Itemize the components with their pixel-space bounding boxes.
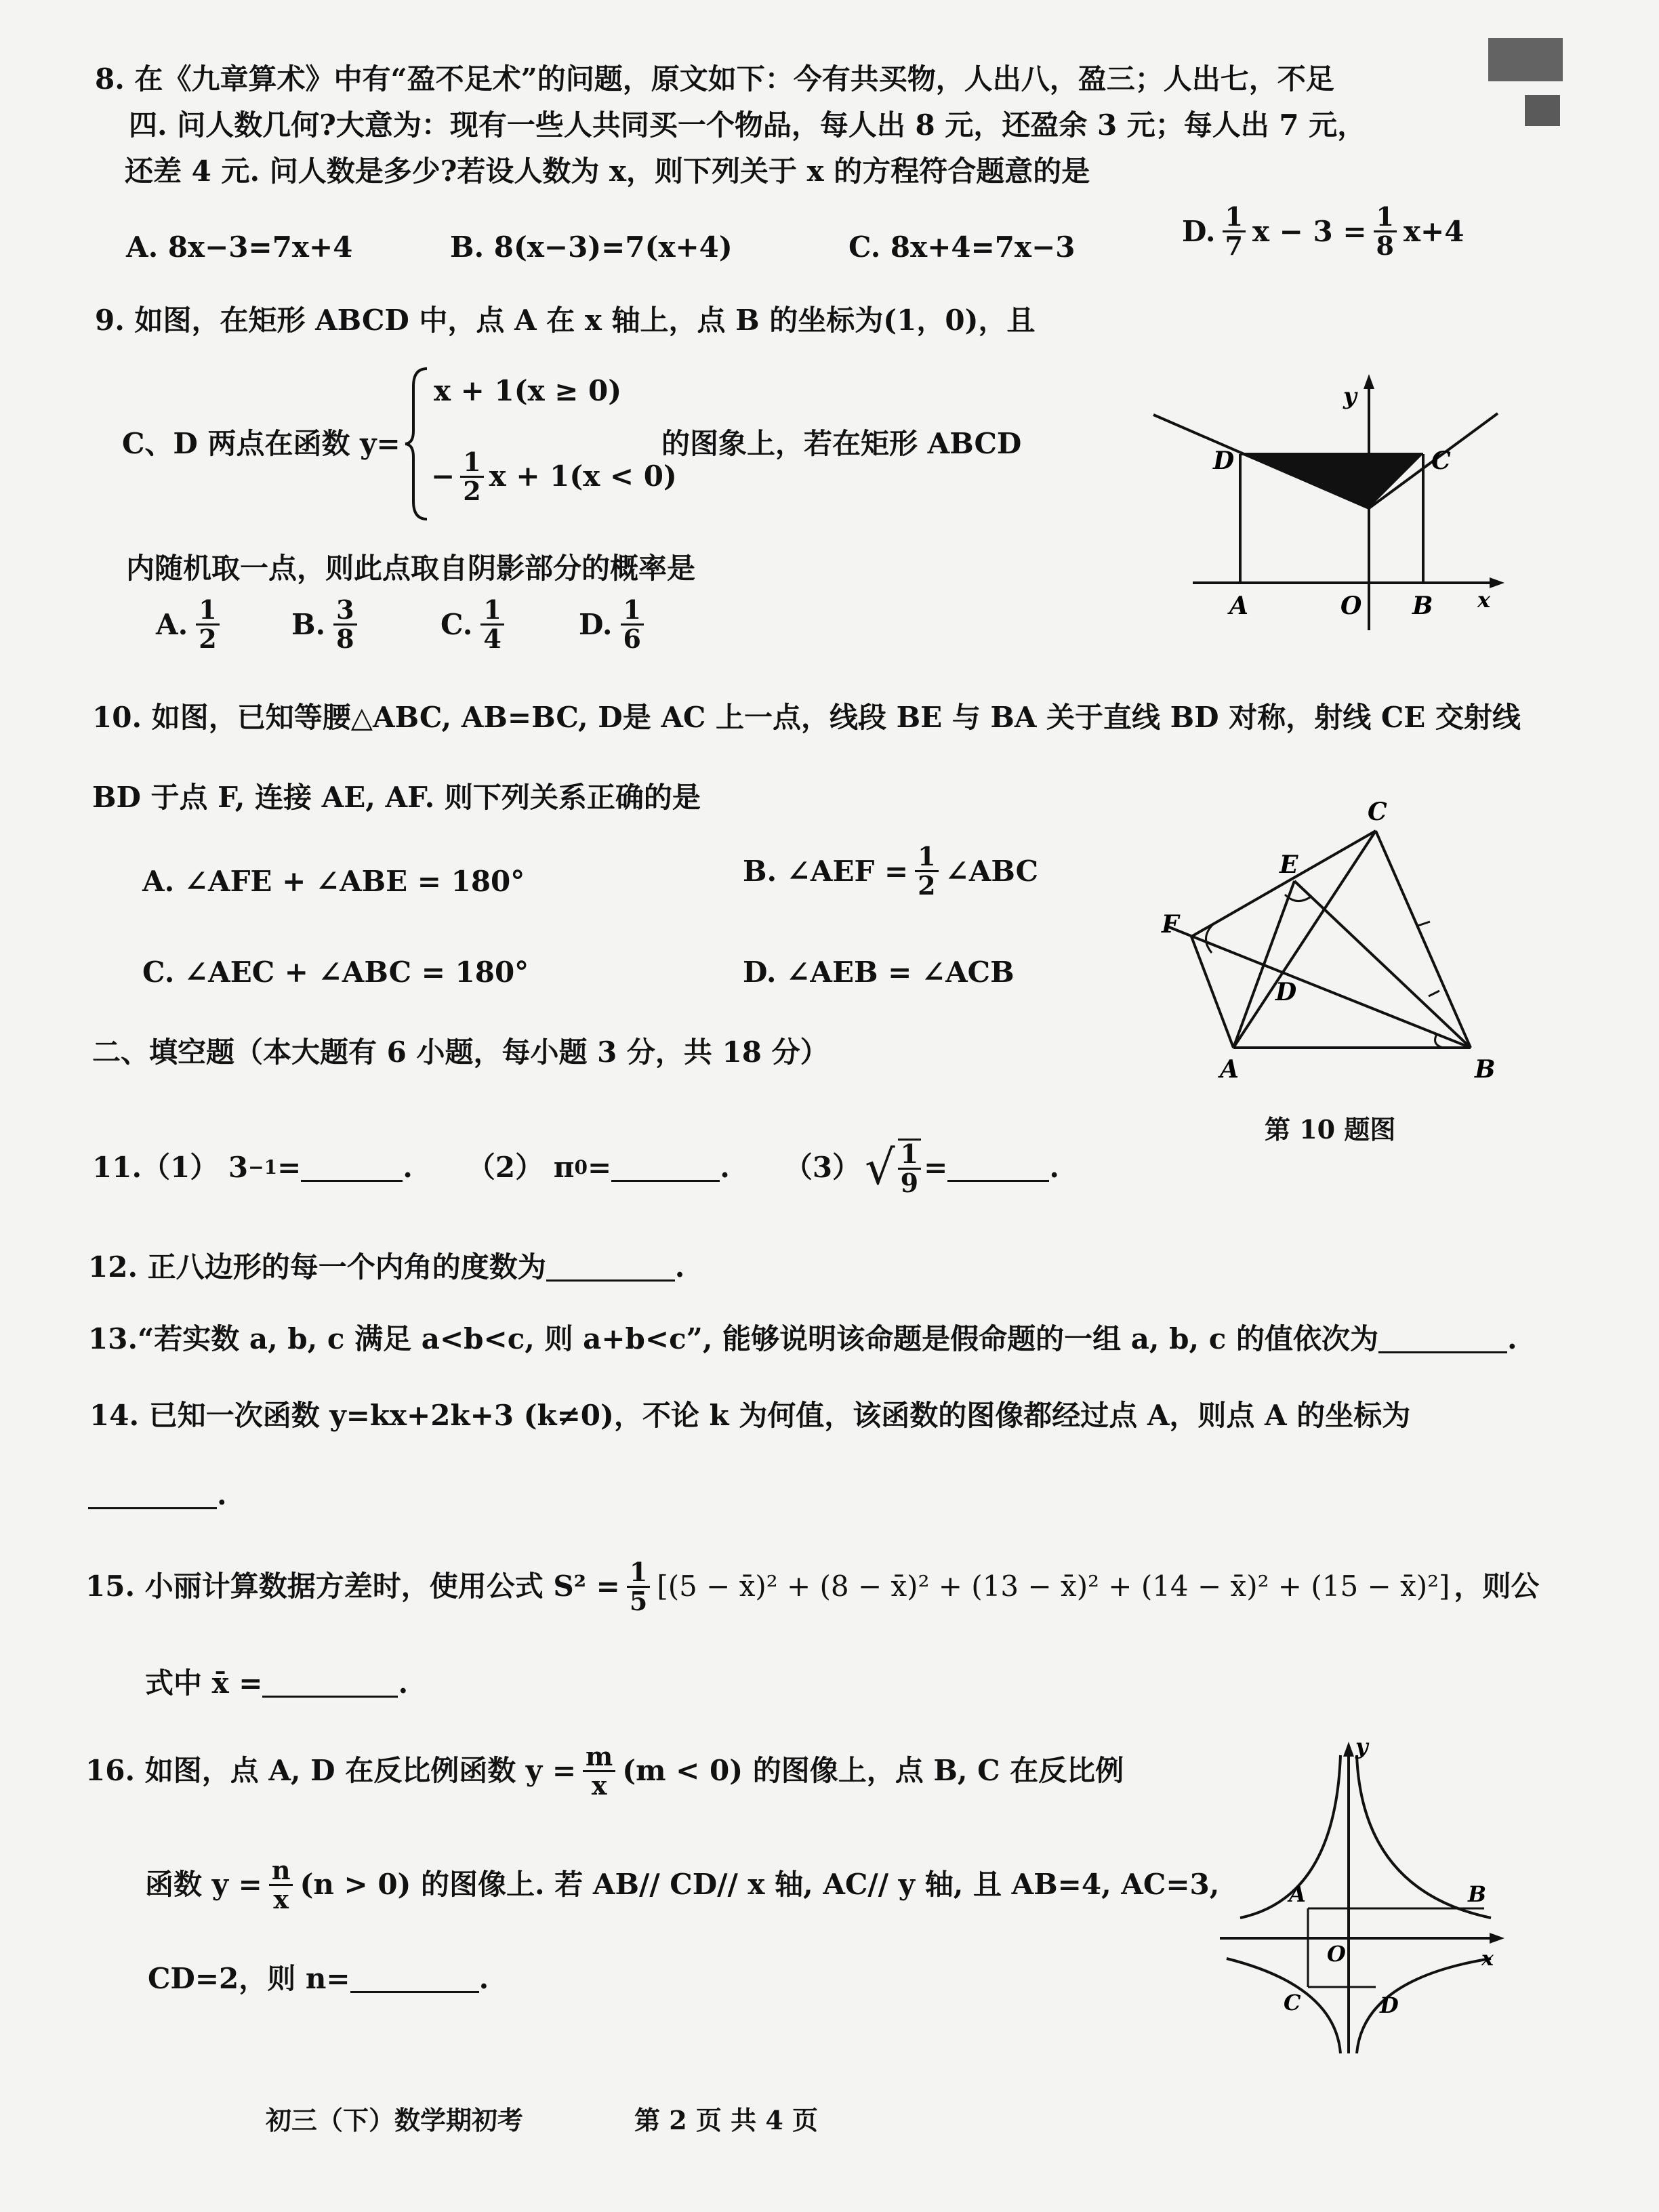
q9-option-c-frac xyxy=(480,596,504,653)
q12-text: 12. 正八边形的每一个内角的度数为 xyxy=(88,1250,546,1284)
q8-option-d-eq: x − 3 = xyxy=(1252,214,1367,248)
q15-line2 xyxy=(145,1668,408,1698)
frac-denominator: x xyxy=(273,1883,289,1914)
q11-part2-exp: 0 xyxy=(574,1155,588,1179)
q12 xyxy=(88,1252,684,1282)
q14-line2 xyxy=(88,1480,227,1509)
q16-label-y: y xyxy=(1355,1735,1368,1759)
q16-line1 xyxy=(85,1743,1124,1799)
q11-part1-exp: −1 xyxy=(248,1155,278,1179)
q10-figure xyxy=(1152,793,1504,1091)
scan-mark-right xyxy=(1525,95,1560,126)
q16-label-a: A xyxy=(1289,1881,1306,1907)
frac-denominator: 2 xyxy=(199,623,217,654)
q9-label-x: x xyxy=(1477,587,1491,613)
q11-answer-blank-1[interactable] xyxy=(301,1153,403,1182)
q8-option-d xyxy=(1182,203,1464,260)
q16-line3-text: CD=2，则 n= xyxy=(148,1962,350,1995)
q11-period: . xyxy=(403,1150,413,1184)
q12-period: . xyxy=(674,1250,685,1284)
frac-denominator: 8 xyxy=(336,623,354,654)
frac-numerator: n xyxy=(269,1857,293,1886)
frac-denominator: 8 xyxy=(1376,230,1394,261)
q11-part2-eq: = xyxy=(588,1150,612,1184)
q9-line3: 内随机取一点，则此点取自阴影部分的概率是 xyxy=(126,552,696,585)
q11-part1-eq: = xyxy=(277,1150,302,1184)
q9-option-a xyxy=(156,596,222,653)
frac-denominator: 4 xyxy=(483,623,501,654)
q9-option-c-label: C. xyxy=(441,607,473,641)
q9-piece1: x + 1(x ≥ 0) xyxy=(434,374,622,407)
q10-option-b-prefix: B. ∠AEF = xyxy=(743,854,909,888)
q9-label-o: O xyxy=(1340,592,1362,620)
q13-answer-blank[interactable] xyxy=(1378,1324,1507,1353)
q14-period: . xyxy=(217,1478,227,1511)
q8-option-d-frac1 xyxy=(1223,203,1246,260)
q11-part3: （3） xyxy=(783,1150,861,1184)
q8-line2: 四. 问人数几何?大意为：现有一些人共同买一个物品，每人出 8 元，还盈余 3 元；每人出 7 元， xyxy=(129,108,1366,142)
q8-option-d-frac2 xyxy=(1374,203,1397,260)
q11-period: . xyxy=(1049,1150,1059,1184)
q10-label-c: C xyxy=(1368,798,1387,826)
q16-label-b: B xyxy=(1468,1881,1487,1907)
q15-line1 xyxy=(85,1559,1539,1615)
q10-option-b-frac xyxy=(915,843,938,899)
q9-shaded-region xyxy=(1240,454,1423,508)
q15-frac xyxy=(627,1559,650,1615)
section2-title: 二、填空题（本大题有 6 小题，每小题 3 分，共 18 分） xyxy=(92,1036,829,1069)
q9-piece2 xyxy=(431,449,677,505)
q16-line2 xyxy=(145,1857,1219,1913)
frac-denominator: 9 xyxy=(900,1167,919,1198)
frac-numerator: m xyxy=(583,1743,615,1772)
q9-label-c: C xyxy=(1431,447,1451,475)
sqrt-icon: √ xyxy=(865,1139,895,1195)
q8-option-d-label: D. xyxy=(1182,214,1216,248)
frac-denominator: 2 xyxy=(918,869,936,901)
q16-label-o: O xyxy=(1327,1941,1346,1967)
q11 xyxy=(92,1139,1059,1197)
q9-line2-suffix: 的图象上，若在矩形 ABCD xyxy=(661,427,1022,460)
q10-option-b-suffix: ∠ABC xyxy=(945,854,1039,888)
q16-label-x: x xyxy=(1481,1947,1494,1971)
q9-option-a-label: A. xyxy=(156,607,188,641)
frac-denominator: x xyxy=(591,1769,607,1801)
frac-numerator: 1 xyxy=(460,449,483,478)
q15-prefix: 15. 小丽计算数据方差时，使用公式 S² = xyxy=(85,1570,620,1603)
q8-option-b: B. 8(x−3)=7(x+4) xyxy=(450,230,733,264)
q11-answer-blank-3[interactable] xyxy=(947,1153,1049,1182)
q10-line2: BD 于点 F, 连接 AE, AF. 则下列关系正确的是 xyxy=(92,781,701,814)
frac-numerator: 1 xyxy=(898,1141,921,1170)
footer-exam-name: 初三（下）数学期初考 xyxy=(266,2105,524,2135)
q15-period: . xyxy=(398,1666,409,1700)
q9-option-d-label: D. xyxy=(579,607,613,641)
q8-option-d-tail: x+4 xyxy=(1403,214,1465,248)
q9-piecewise-brace xyxy=(404,366,431,522)
q8-line3: 还差 4 元. 问人数是多少?若设人数为 x，则下列关于 x 的方程符合题意的是 xyxy=(125,155,1090,188)
frac-denominator: 7 xyxy=(1225,230,1243,261)
q9-option-b-frac xyxy=(333,596,356,653)
q11-answer-blank-2[interactable] xyxy=(611,1153,720,1182)
q16-line2-prefix: 函数 y = xyxy=(145,1868,262,1902)
q13-text: 13.“若实数 a, b, c 满足 a<b<c, 则 a+b<c”, 能够说明该命题是假命题的一组 a, b, c 的值依次为 xyxy=(88,1322,1378,1355)
q14-line1: 14. 已知一次函数 y=kx+2k+3 (k≠0)，不论 k 为何值，该函数的图像都经过点 A，则点 A 的坐标为 xyxy=(89,1399,1411,1432)
frac-numerator: 1 xyxy=(1374,203,1397,232)
frac-numerator: 3 xyxy=(333,596,356,626)
scan-mark-top-right xyxy=(1488,38,1563,81)
q10-label-f: F xyxy=(1162,910,1179,939)
q12-answer-blank[interactable] xyxy=(546,1252,675,1282)
q9-option-d xyxy=(579,596,647,653)
q10-option-d: D. ∠AEB = ∠ACB xyxy=(743,956,1015,989)
q9-line2-prefix: C、D 两点在函数 y= xyxy=(122,427,401,460)
q15-line2-text: 式中 x̄ = xyxy=(145,1666,263,1700)
q16-line3 xyxy=(148,1964,489,1993)
q16-frac-m xyxy=(583,1743,615,1799)
q9-label-d: D xyxy=(1213,447,1235,475)
q16-line2-suffix: (n > 0) 的图像上. 若 AB// CD// x 轴, AC// y 轴, 且 AB=4, AC=3, xyxy=(300,1868,1220,1902)
q15-formula-body: [(5 − x̄)² + (8 − x̄)² + (13 − x̄)² + (14 − x̄)² + (15 − x̄)²] xyxy=(657,1570,1450,1603)
q10-option-a: A. ∠AFE + ∠ABE = 180° xyxy=(142,865,525,898)
q16-x-arrow xyxy=(1490,1933,1504,1944)
q9-piece2-expr: x + 1(x < 0) xyxy=(489,459,677,493)
q8-option-a: A. 8x−3=7x+4 xyxy=(126,230,353,264)
q11-part3-frac xyxy=(898,1139,921,1197)
q10-segment-be xyxy=(1294,881,1471,1048)
q9-option-b-label: B. xyxy=(291,607,326,641)
frac-numerator: 1 xyxy=(480,596,504,626)
q9-label-a: A xyxy=(1229,592,1248,620)
q11-part1: 11.（1） 3 xyxy=(92,1150,249,1184)
frac-denominator: 6 xyxy=(623,623,641,654)
q9-label-b: B xyxy=(1412,592,1433,620)
q10-label-b: B xyxy=(1475,1055,1496,1084)
frac-denominator: 2 xyxy=(463,475,481,506)
q8-line1: 8. 在《九章算术》中有“盈不足术”的问题，原文如下：今有共买物，人出八，盈三；人出七，不足 xyxy=(95,62,1334,96)
q10-ray-cf xyxy=(1191,831,1376,937)
q8-option-c: C. 8x+4=7x−3 xyxy=(848,230,1076,264)
q10-label-a: A xyxy=(1220,1055,1239,1084)
q16-figure xyxy=(1213,1735,1511,2060)
frac-numerator: 1 xyxy=(627,1559,650,1588)
q16-label-c: C xyxy=(1284,1990,1301,2015)
q16-curve-m-q4 xyxy=(1357,1959,1491,2053)
q9-y-arrow xyxy=(1364,374,1374,389)
q9-piece2-frac xyxy=(460,449,483,505)
q9-figure xyxy=(1145,366,1525,637)
q9-option-d-frac xyxy=(621,596,644,653)
q9-option-a-frac xyxy=(196,596,219,653)
q9-line1: 9. 如图，在矩形 ABCD 中，点 A 在 x 轴上，点 B 的坐标为(1，0)，且 xyxy=(95,304,1036,337)
q10-label-d: D xyxy=(1275,978,1297,1006)
q16-frac-n xyxy=(269,1857,293,1913)
frac-denominator: 5 xyxy=(629,1585,648,1616)
q10-tick-be xyxy=(1429,991,1439,996)
q16-label-d: D xyxy=(1380,1992,1399,2018)
q9-label-y: y xyxy=(1343,383,1357,410)
q13 xyxy=(88,1324,1517,1353)
q9-option-c xyxy=(441,596,507,653)
q11-part2: （2） π xyxy=(466,1150,575,1184)
q13-period: . xyxy=(1507,1322,1517,1355)
q10-option-b xyxy=(743,843,1038,899)
q14-answer-blank[interactable] xyxy=(88,1480,217,1509)
q9-x-arrow xyxy=(1490,577,1504,588)
frac-numerator: 1 xyxy=(915,843,938,872)
q16-line1-suffix: (m < 0) 的图像上，点 B, C 在反比例 xyxy=(622,1754,1124,1788)
q15-suffix: ，则公 xyxy=(1454,1570,1540,1603)
q10-label-e: E xyxy=(1279,851,1298,879)
q16-line1-prefix: 16. 如图，点 A, D 在反比例函数 y = xyxy=(85,1754,577,1788)
q10-segment-af xyxy=(1191,937,1233,1048)
q15-answer-blank[interactable] xyxy=(262,1668,398,1698)
frac-numerator: 1 xyxy=(621,596,644,626)
q16-y-arrow xyxy=(1343,1742,1354,1757)
q10-line1: 10. 如图，已知等腰△ABC, AB=BC, D是 AC 上一点，线段 BE 与 BA 关于直线 BD 对称，射线 CE 交射线 xyxy=(92,701,1521,734)
q16-answer-blank[interactable] xyxy=(350,1964,479,1993)
frac-numerator: 1 xyxy=(1223,203,1246,232)
frac-numerator: 1 xyxy=(196,596,219,626)
footer-page-number: 第 2 页 共 4 页 xyxy=(634,2105,819,2135)
q16-period: . xyxy=(478,1962,489,1995)
q10-tick-bc xyxy=(1418,922,1430,926)
q10-figure-caption: 第 10 题图 xyxy=(1265,1114,1396,1145)
q9-option-b xyxy=(291,596,360,653)
q11-part3-eq: = xyxy=(924,1150,948,1184)
q10-option-c: C. ∠AEC + ∠ABC = 180° xyxy=(142,956,529,989)
q9-piece2-sign: − xyxy=(431,459,455,493)
q11-period: . xyxy=(720,1150,730,1184)
